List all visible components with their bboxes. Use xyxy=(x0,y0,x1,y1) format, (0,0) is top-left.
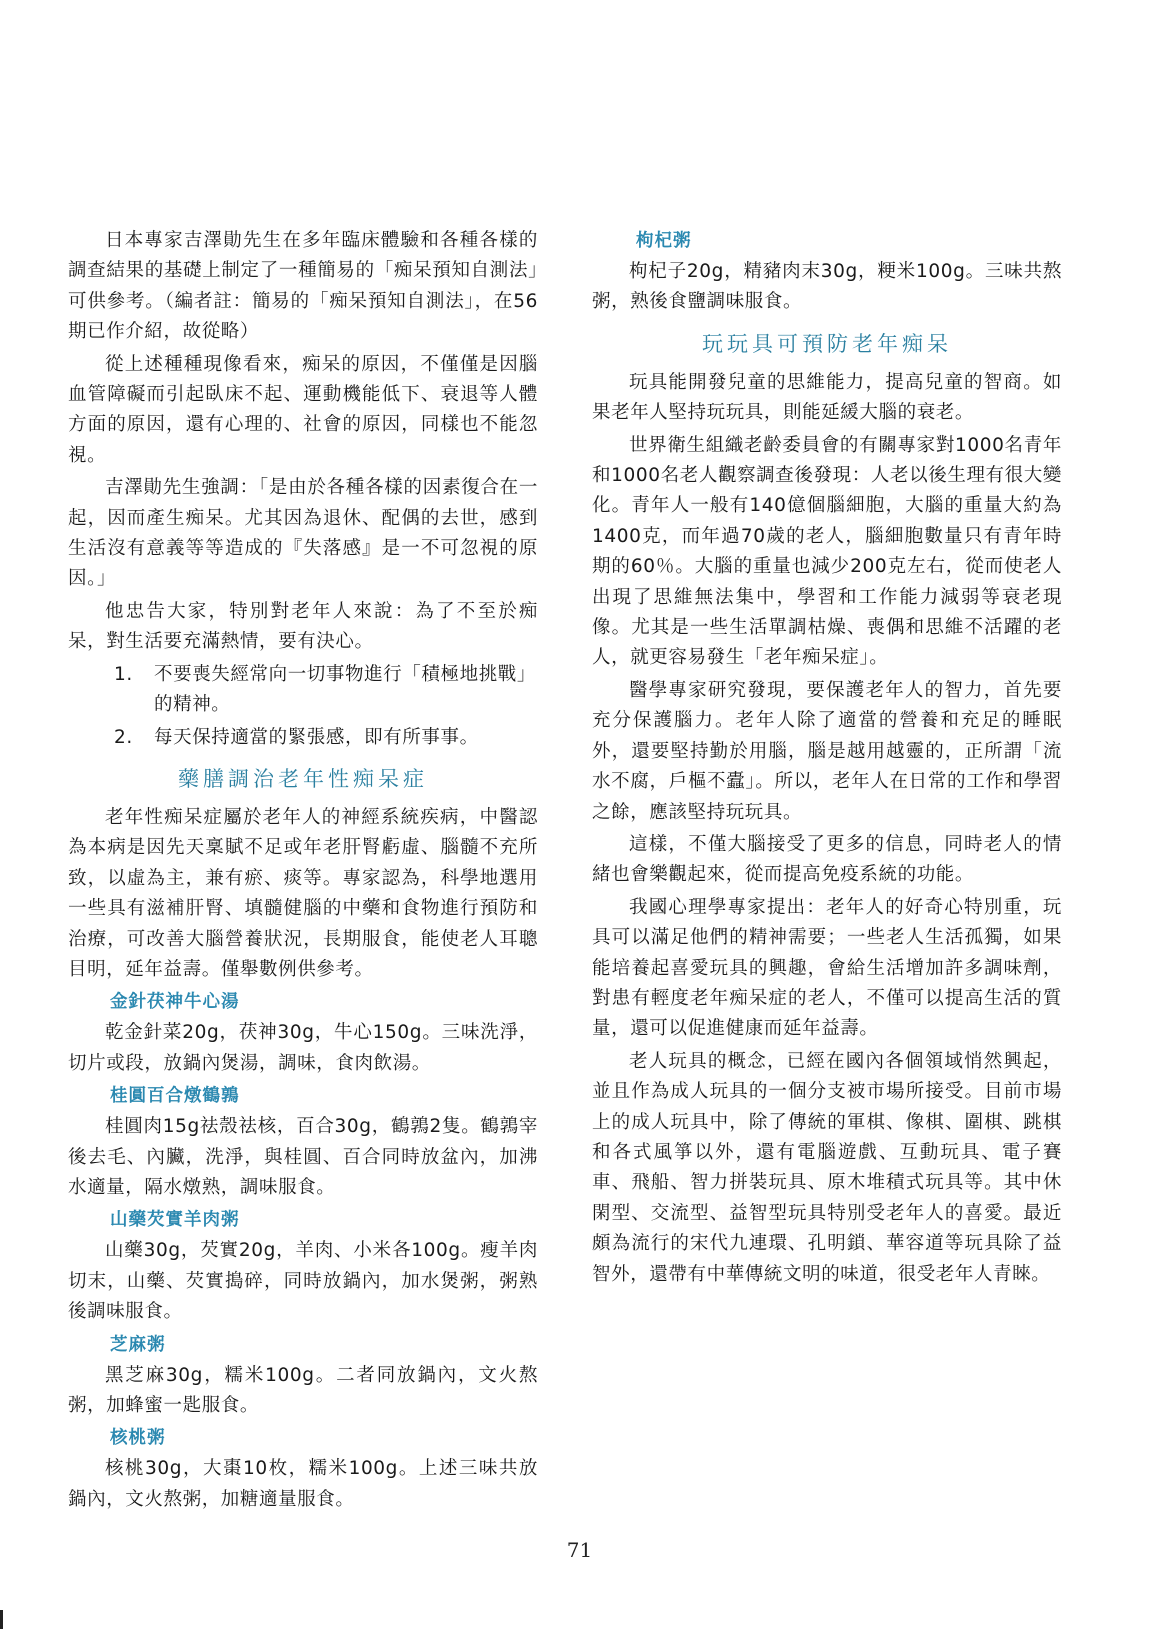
recipe-text: 桂圓肉15g祛殼祛核，百合30g，鶴鶉2隻。鶴鶉宰後去毛、內臟，洗淨，與桂圓、百合同時放盆內，加沸水適量，隔水燉熟，調味服食。 xyxy=(68,1116,538,1198)
left-column xyxy=(68,226,538,1517)
recipe-title: 桂圓百合燉鶴鶉 xyxy=(110,1086,240,1107)
recipe-text: 枸杞子20g，精豬肉末30g，粳米100g。三味共熬粥，熟後食鹽調味服食。 xyxy=(592,261,1062,313)
body-paragraph: 玩具能開發兒童的思維能力，提高兒童的智商。如果老年人堅持玩玩具，則能延緩大腦的衰老。 xyxy=(592,371,1062,424)
recipe-title: 山藥芡實羊肉粥 xyxy=(110,1210,240,1231)
right-column xyxy=(592,226,1062,1292)
intro-paragraph: 日本專家吉澤勛先生在多年臨床體驗和各種各樣的調查結果的基礎上制定了一種簡易的「痴呆預知自測法」可供參考。（編者註：簡易的「痴呆預知自測法」，在56期已作介紹，故從略） xyxy=(68,230,538,343)
list-item xyxy=(68,723,538,753)
recipe-text: 乾金針菜20g，茯神30g，牛心150g。三味洗淨，切片或段，放鍋內煲湯，調味，食肉飲湯。 xyxy=(68,1022,538,1074)
page-number: 71 xyxy=(566,1538,593,1562)
section-title: 玩玩具可預防老年痴呆 xyxy=(702,331,952,356)
scan-edge-mark xyxy=(0,1610,3,1629)
section-intro-paragraph: 老年性痴呆症屬於老年人的神經系統疾病，中醫認為本病是因先天稟賦不足或年老肝腎虧虛、腦髓不充所致，以虛為主，兼有瘀、痰等。專家認為，科學地選用一些具有滋補肝腎、填髓健腦的中藥和食物進行預防和治療，可改善大腦營養狀況，長期服食，能使老人耳聰目明，延年益壽。僅舉數例供參考。 xyxy=(68,806,538,980)
recipe-text: 黑芝麻30g，糯米100g。二者同放鍋內，文火熬粥，加蜂蜜一匙服食。 xyxy=(68,1364,538,1416)
body-paragraph: 醫學專家研究發現，要保護老年人的智力，首先要充分保護腦力。老年人除了適當的營養和充足的睡眠外，還要堅持勤於用腦，腦是越用越靈的，正所謂「流水不腐，戶樞不蠹」。所以，老年人在日常的工作和學習之餘，應該堅持玩玩具。 xyxy=(592,679,1062,823)
list-number: 2. xyxy=(114,726,133,748)
intro-paragraph: 吉澤勛先生強調：「是由於各種各樣的因素復合在一起，因而產生痴呆。尤其因為退休、配偶的去世，感到生活沒有意義等等造成的『失落感』是一不可忽視的原因。」 xyxy=(68,477,538,590)
body-paragraph: 老人玩具的概念，已經在國內各個領域悄然興起，並且作為成人玩具的一個分支被市場所接受。目前市場上的成人玩具中，除了傳統的軍棋、像棋、圍棋、跳棋和各式風箏以外，還有電腦遊戲、互動玩具、電子賽車、飛船、智力拼裝玩具、原木堆積式玩具等。其中休閑型、交流型、益智型玩具特別受老年人的喜愛。最近頗為流行的宋代九連環、孔明鎖、華容道等玩具除了益智外，還帶有中華傳統文明的味道，很受老年人青睞。 xyxy=(592,1050,1062,1285)
recipe-title: 金針茯神牛心湯 xyxy=(110,992,240,1013)
intro-paragraph: 從上述種種現像看來，痴呆的原因，不僅僅是因腦血管障礙而引起臥床不起、運動機能低下、衰退等人體方面的原因，還有心理的、社會的原因，同樣也不能忽視。 xyxy=(68,353,538,466)
recipe-title: 芝麻粥 xyxy=(110,1334,166,1355)
section-title: 藥膳調治老年性痴呆症 xyxy=(178,766,428,791)
list-item xyxy=(68,660,538,721)
list-text: 不要喪失經常向一切事物進行「積極地挑戰」的精神。 xyxy=(154,663,537,716)
recipe-title: 枸杞粥 xyxy=(636,231,692,251)
body-paragraph: 這樣，不僅大腦接受了更多的信息，同時老人的情緒也會樂觀起來，從而提高免疫系統的功能。 xyxy=(592,833,1062,886)
body-paragraph: 世界衛生組織老齡委員會的有關專家對1000名青年和1000名老人觀察調查後發現：人老以後生理有很大變化。青年人一般有140億個腦細胞，大腦的重量大約為1400克，而年過70歲的老人，腦細胞數量只有青年時期的60％。大腦的重量也減少200克左右，從而使老人出現了思維無法集中，學習和工作能力減弱等衰老現像。尤其是一些生活單調枯燥、喪偶和思維不活躍的老人，就更容易發生「老年痴呆症」。 xyxy=(592,434,1062,669)
list-text: 每天保持適當的緊張感，即有所事事。 xyxy=(154,726,479,748)
list-number: 1. xyxy=(114,663,133,685)
recipe-title: 核桃粥 xyxy=(110,1428,166,1449)
recipe-text: 核桃30g，大棗10枚，糯米100g。上述三味共放鍋內，文火熬粥，加糖適量服食。 xyxy=(68,1458,538,1510)
intro-paragraph: 他忠告大家，特別對老年人來說：為了不至於痴呆，對生活要充滿熱情，要有決心。 xyxy=(68,600,538,653)
body-paragraph: 我國心理學專家提出：老年人的好奇心特別重，玩具可以滿足他們的精神需要；一些老人生活孤獨，如果能培養起喜愛玩具的興趣，會給生活增加許多調味劑，對患有輕度老年痴呆症的老人，不僅可以提高生活的質量，還可以促進健康而延年益壽。 xyxy=(592,896,1062,1040)
recipe-text: 山藥30g，芡實20g，羊肉、小米各100g。瘦羊肉切末，山藥、芡實搗碎，同時放鍋內，加水煲粥，粥熟後調味服食。 xyxy=(68,1240,538,1323)
